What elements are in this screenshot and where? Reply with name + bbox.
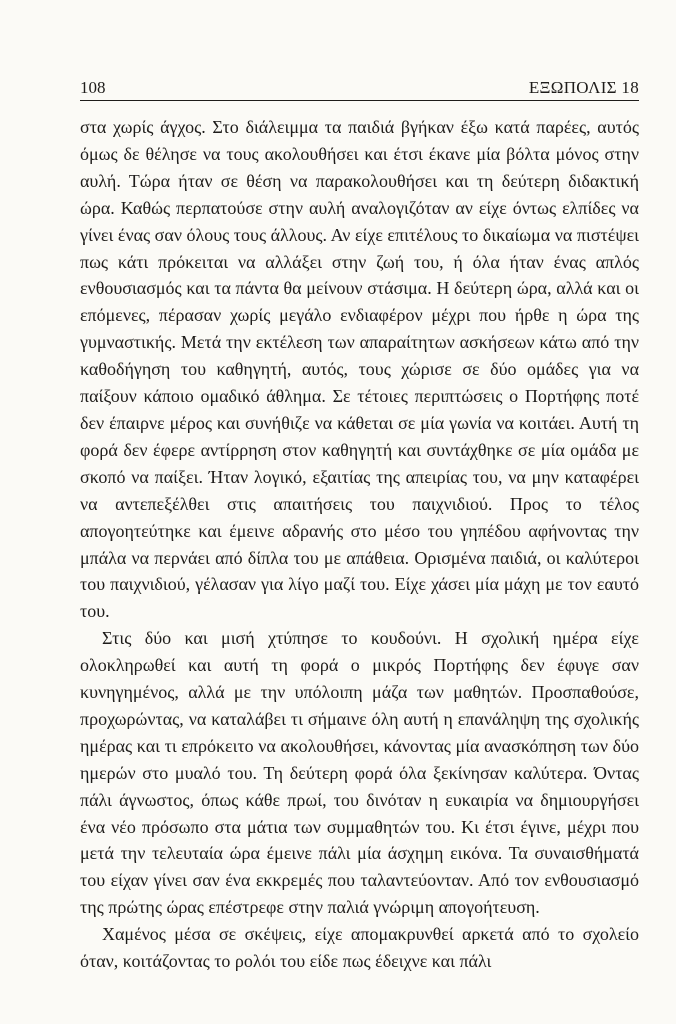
body-text <box>80 114 639 975</box>
paragraph: Στις δύο και μισή χτύπησε το κουδούνι. Η σχολική ημέρα είχε ολοκληρωθεί και αυτή τη φορά ο μικρός Πορτήφης δεν έφυγε σαν κυνηγημένος, αλλά με την υπόλοιπη μάζα των μαθητών. Προσπαθούσε, προχωρώντας, να καταλάβει τι σήμαινε όλη αυτή η επανάληψη της σχολικής ημέρας και τι επρόκειτο να ακολουθήσει, κάνοντας μία ανασκόπηση των δύο ημερών στο μυαλό του. Τη δεύτερη φορά όλα ξεκίνησαν καλύτερα. Όντας πάλι άγνωστος, όπως κάθε πρωί, του δινόταν η ευκαιρία να δημιουργήσει ένα νέο πρόσωπο στα μάτια των συμμαθητών του. Κι έτσι έγινε, μέχρι που μετά την τελευταία ώρα έμεινε πάλι μία άσχημη εικόνα. Τα συναισθήματά του είχαν γίνει σαν ένα εκκρεμές που ταλαντεύονταν. Από τον ενθουσιασμό της πρώτης ώρας επέστρεφε στην παλιά γνώριμη απογοήτευση. <box>80 628 639 918</box>
paragraph: Χαμένος μέσα σε σκέψεις, είχε απομακρυνθεί αρκετά από το σχολείο όταν, κοιτάζοντας το ρολόι του είδε πως έδειχνε και πάλι <box>80 924 639 972</box>
page-header <box>80 78 639 101</box>
paragraph-continued: στα χωρίς άγχος. Στο διάλειμμα τα παιδιά βγήκαν έξω κατά παρέες, αυτός όμως δε θέλησε να τους ακολουθήσει και έτσι έκανε μία βόλτα μόνος στην αυλή. Τώρα ήταν σε θέση να παρακολουθήσει και τη δεύτερη διδακτική ώρα. Καθώς περπατούσε στην αυλή αναλογιζόταν αν είχε όντως ελπίδες να γίνει ένας σαν όλους τους άλλους. Αν είχε επιτέλους το δικαίωμα να πιστέψει πως κάτι πρόκειται να αλλάξει στην ζωή του, ή όλα ήταν ένας απλός ενθουσιασμός και τα πάντα θα μείνουν στάσιμα. Η δεύτερη ώρα, αλλά και οι επόμενες, πέρασαν χωρίς μεγάλο ενδιαφέρον μέχρι που ήρθε η ώρα της γυμναστικής. Μετά την εκτέλεση των απαραίτητων ασκήσεων κάτω από την καθοδήγηση του καθηγητή, αυτός, τους χώρισε σε δύο ομάδες για να παίξουν κάποιο ομαδικό άθλημα. Σε τέτοιες περιπτώσεις ο Πορτήφης ποτέ δεν έπαιρνε μέρος και συνήθιζε να κάθεται σε μία γωνία να κοιτάει. Αυτή τη φορά δεν έφερε αντίρρηση στον καθηγητή και συντάχθηκε σε μία ομάδα με σκοπό να παίξει. Ήταν λογικό, εξαιτίας της απειρίας του, να μην καταφέρει να αντεπεξέλθει στις απαιτήσεις του παιχνιδιού. Προς το τέλος απογοητεύτηκε και έμεινε αδρανής στο μέσο του γηπέδου αφήνοντας την μπάλα να περνάει από δίπλα του με απάθεια. Ορισμένα παιδιά, οι καλύτεροι του παιχνιδιού, γέλασαν για λίγο μαζί του. Είχε χάσει μία μάχη με τον εαυτό του. <box>80 117 639 622</box>
book-page <box>80 0 639 1024</box>
page-number: 108 <box>80 78 106 97</box>
running-title: ΕΞΩΠΟΛΙΣ 18 <box>528 78 639 97</box>
